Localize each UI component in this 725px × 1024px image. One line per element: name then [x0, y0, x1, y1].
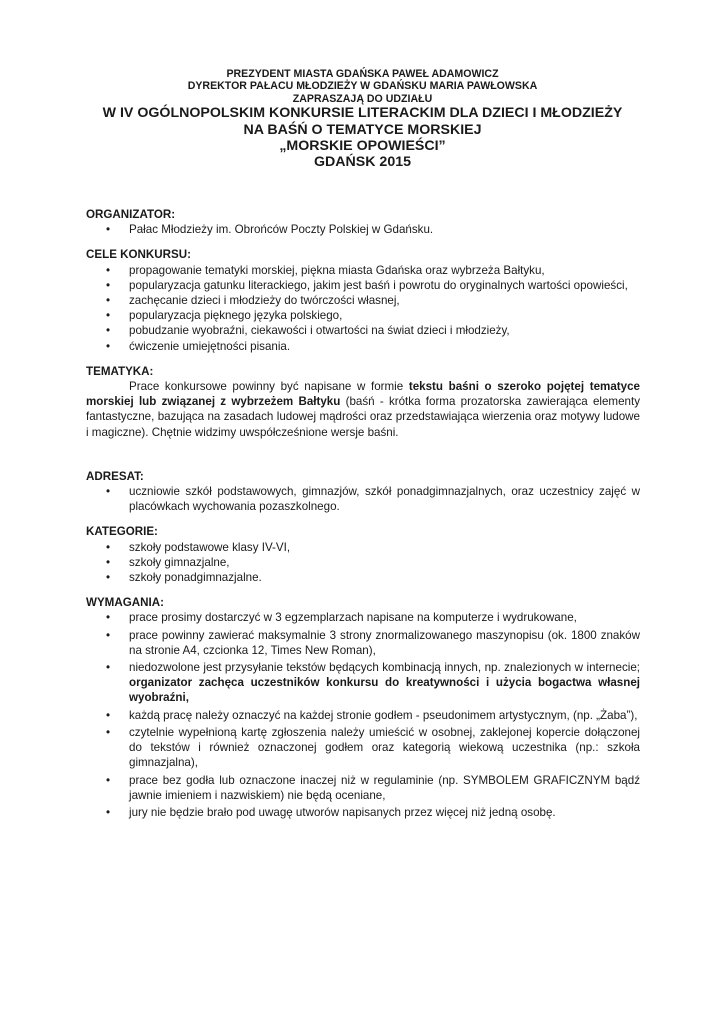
header-line-invite: ZAPRASZAJĄ DO UDZIAŁU — [292, 92, 433, 105]
list-item: • szkoły podstawowe klasy IV-VI, — [86, 540, 640, 555]
list-item: • uczniowie szkół podstawowych, gimnazjów, szkół ponadgimnazjalnych, oraz uczestnicy zajęć w placówkach wychowania pozaszkolnego. — [86, 484, 640, 514]
list-item: • popularyzacja pięknego języka polskiego, — [86, 308, 640, 323]
list-item: • każdą pracę należy oznaczyć na każdej stronie godłem - pseudonimem artystycznym, (np. „Żaba”), — [86, 708, 640, 723]
document-header — [60, 68, 665, 171]
tematyka-text-1: Prace konkursowe powinny być napisane w formie — [129, 380, 409, 394]
list-item: • prace prosimy dostarczyć w 3 egzemplarzach napisane na komputerze i wydrukowane, — [86, 610, 640, 625]
document-body — [86, 207, 640, 820]
tematyka-paragraph — [86, 379, 640, 440]
section-cele — [86, 247, 640, 353]
wymagania-item3-bold: organizator zachęca uczestników konkursu do kreatywności i użycia bogactwa własnej wyobraźni, — [129, 676, 640, 705]
title-line-3: „MORSKIE OPOWIEŚCI” — [279, 138, 446, 155]
section-tematyka — [86, 364, 640, 440]
list-item: • jury nie będzie brało pod uwagę utworów napisanych przez więcej niż jedną osobę. — [86, 805, 640, 820]
section-heading: ADRESAT: — [86, 469, 144, 483]
list-item: • prace powinny zawierać maksymalnie 3 strony znormalizowanego maszynopisu (ok. 1800 znaków na stronie A4, czcionka 12, Times New Roman), — [86, 628, 640, 658]
list-item: • pobudzanie wyobraźni, ciekawości i otwartości na świat dzieci i młodzieży, — [86, 323, 640, 338]
section-heading: CELE KONKURSU: — [86, 248, 191, 262]
title-line-4: GDAŃSK 2015 — [314, 154, 411, 171]
section-adresat — [86, 469, 640, 515]
list-item: • czytelnie wypełnioną kartę zgłoszenia należy umieścić w osobnej, zaklejonej kopercie dołączonej do tekstów i również oznaczonej godłem oraz kategorią wiekową uczestnika (np.: szkoła gimnazjalna), — [86, 725, 640, 771]
list-item: • szkoły ponadgimnazjalne. — [86, 570, 640, 585]
section-heading: WYMAGANIA: — [86, 596, 164, 610]
list-item: • popularyzacja gatunku literackiego, jakim jest baśń i powrotu do oryginalnych wartości opowieści, — [86, 278, 640, 293]
list-item: • propagowanie tematyki morskiej, piękna miasta Gdańska oraz wybrzeża Bałtyku, — [86, 263, 640, 278]
list-item: • prace bez godła lub oznaczone inaczej niż w regulaminie (np. SYMBOLEM GRAFICZNYM bądź jawnie imieniem i nazwiskiem) nie będą oceniane, — [86, 773, 640, 803]
tematyka-text-2: (baśń - krótka forma prozatorska zawierająca elementy fantastyczne, bazująca na zasadach ludowej mądrości oraz przedstawiająca wierzenia oraz motywy ludowe i magiczne). Chętnie widzimy uwspółcześnione wersje baśni. — [86, 395, 640, 439]
title-line-1: W IV OGÓLNOPOLSKIM KONKURSIE LITERACKIM DLA DZIECI I MŁODZIEŻY — [102, 105, 623, 122]
header-line-president: PREZYDENT MIASTA GDAŃSKA PAWEŁ ADAMOWICZ — [226, 68, 499, 80]
section-heading: KATEGORIE: — [86, 525, 158, 539]
section-wymagania — [86, 595, 640, 820]
list-item: • ćwiczenie umiejętności pisania. — [86, 339, 640, 354]
list-item: • szkoły gimnazjalne, — [86, 555, 640, 570]
header-line-director: DYREKTOR PAŁACU MŁODZIEŻY W GDAŃSKU MARIA PAWŁOWSKA — [187, 80, 538, 93]
list-item — [86, 660, 640, 706]
tematyka-text-bold: tekstu baśni o szeroko pojętej tematyce morskiej lub związanej z wybrzeżem Bałtyku — [86, 380, 640, 409]
section-heading: TEMATYKA: — [86, 364, 154, 378]
list-item: • zachęcanie dzieci i młodzieży do twórczości własnej, — [86, 293, 640, 308]
section-kategorie — [86, 524, 640, 585]
section-organizator — [86, 207, 640, 237]
title-line-2: NA BAŚŃ O TEMATYCE MORSKIEJ — [243, 121, 482, 138]
list-item: • Pałac Młodzieży im. Obrońców Poczty Polskiej w Gdańsku. — [86, 222, 640, 237]
wymagania-item3-text: niedozwolone jest przysyłanie tekstów będących kombinacją innych, np. znalezionych w internecie; — [129, 661, 640, 675]
section-heading: ORGANIZATOR: — [86, 208, 176, 221]
